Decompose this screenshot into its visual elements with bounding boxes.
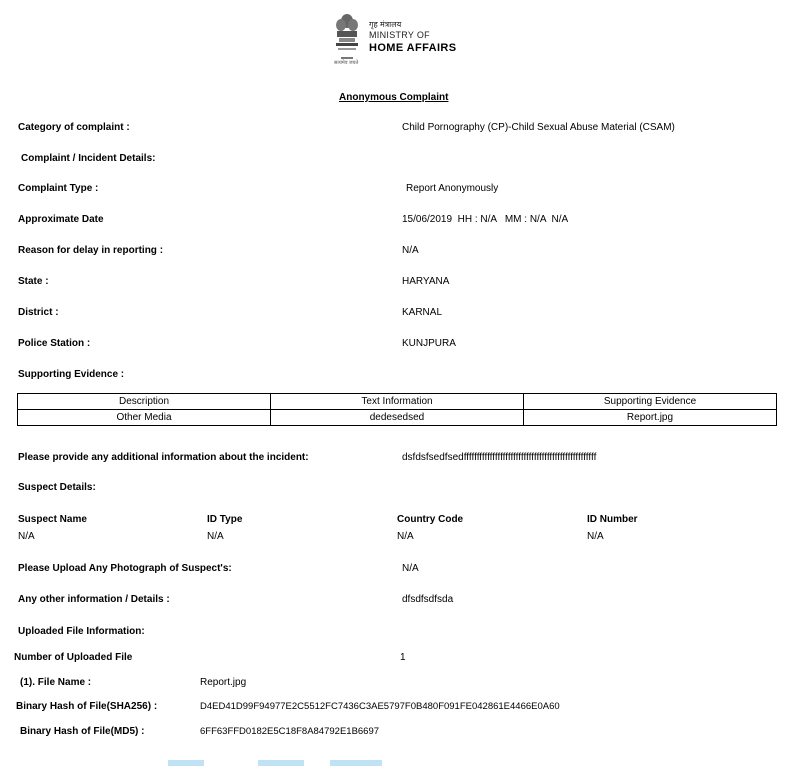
table-header-cell: Text Information xyxy=(271,394,524,410)
category-label: Category of complaint : xyxy=(18,122,130,133)
id-type-value: N/A xyxy=(207,531,224,542)
suspect-details-heading: Suspect Details: xyxy=(18,482,96,493)
bottom-bar-fragment xyxy=(258,760,304,766)
table-row xyxy=(18,410,777,426)
category-value: Child Pornography (CP)-Child Sexual Abuse Material (CSAM) xyxy=(402,122,675,133)
bottom-bar-fragment xyxy=(168,760,204,766)
sha256-label: Binary Hash of File(SHA256) : xyxy=(16,701,158,712)
district-label: District : xyxy=(18,307,59,318)
approx-date-label: Approximate Date xyxy=(18,214,104,225)
additional-info-value: dsfdsfsedfsedfffffffffffffffffffffffffffffffffffffffffffffffffff xyxy=(402,452,597,463)
additional-info-label: Please provide any additional information about the incident: xyxy=(18,452,309,463)
table-cell: dedesedsed xyxy=(271,410,524,426)
file-count-label: Number of Uploaded File xyxy=(14,652,133,663)
suspect-name-header: Suspect Name xyxy=(18,514,87,525)
national-emblem-icon xyxy=(333,12,361,66)
id-number-value: N/A xyxy=(587,531,604,542)
suspect-name-value: N/A xyxy=(18,531,35,542)
state-label: State : xyxy=(18,276,49,287)
table-header-cell: Description xyxy=(18,394,271,410)
supporting-evidence-heading: Supporting Evidence : xyxy=(18,369,125,380)
country-code-header: Country Code xyxy=(397,514,464,525)
id-type-header: ID Type xyxy=(207,514,243,525)
complaint-type-value: Report Anonymously xyxy=(406,183,499,194)
uploaded-files-heading: Uploaded File Information: xyxy=(18,626,145,637)
ministry-name: HOME AFFAIRS xyxy=(369,42,457,54)
bottom-bar-fragment xyxy=(330,760,382,766)
suspect-photo-label: Please Upload Any Photograph of Suspect's: xyxy=(18,563,232,574)
police-station-label: Police Station : xyxy=(18,338,91,349)
table-header-cell: Supporting Evidence xyxy=(524,394,777,410)
table-header-row xyxy=(18,394,777,410)
delay-reason-value: N/A xyxy=(402,245,419,256)
md5-label: Binary Hash of File(MD5) : xyxy=(20,726,145,737)
approx-date-value: 15/06/2019 HH : N/A MM : N/A N/A xyxy=(402,214,569,225)
complaint-type-label: Complaint Type : xyxy=(18,183,99,194)
incident-details-heading: Complaint / Incident Details: xyxy=(21,153,156,164)
table-cell: Other Media xyxy=(18,410,271,426)
id-number-header: ID Number xyxy=(587,514,638,525)
other-info-label: Any other information / Details : xyxy=(18,594,170,605)
ministry-hindi-name: गृह मंत्रालय xyxy=(369,20,402,29)
supporting-evidence-table xyxy=(17,393,777,426)
sha256-value: D4ED41D99F94977E2C5512FC7436C3AE5797F0B480F091FE042861E4466E0A60 xyxy=(200,701,560,712)
country-code-value: N/A xyxy=(397,531,414,542)
state-value: HARYANA xyxy=(402,276,450,287)
file-name-value: Report.jpg xyxy=(200,677,247,688)
delay-reason-label: Reason for delay in reporting : xyxy=(18,245,164,256)
file-count-value: 1 xyxy=(400,652,406,663)
document-title: Anonymous Complaint xyxy=(339,92,449,103)
district-value: KARNAL xyxy=(402,307,443,318)
md5-value: 6FF63FFD0182E5C18F8A84792E1B6697 xyxy=(200,726,380,737)
table-cell: Report.jpg xyxy=(524,410,777,426)
suspect-photo-value: N/A xyxy=(402,563,419,574)
police-station-value: KUNJPURA xyxy=(402,338,456,349)
ministry-line: MINISTRY OF xyxy=(369,30,430,40)
emblem-motto: सत्यमेव जयते xyxy=(334,60,359,66)
file-name-label: (1). File Name : xyxy=(20,677,92,688)
other-info-value: dfsdfsdfsda xyxy=(402,594,454,605)
